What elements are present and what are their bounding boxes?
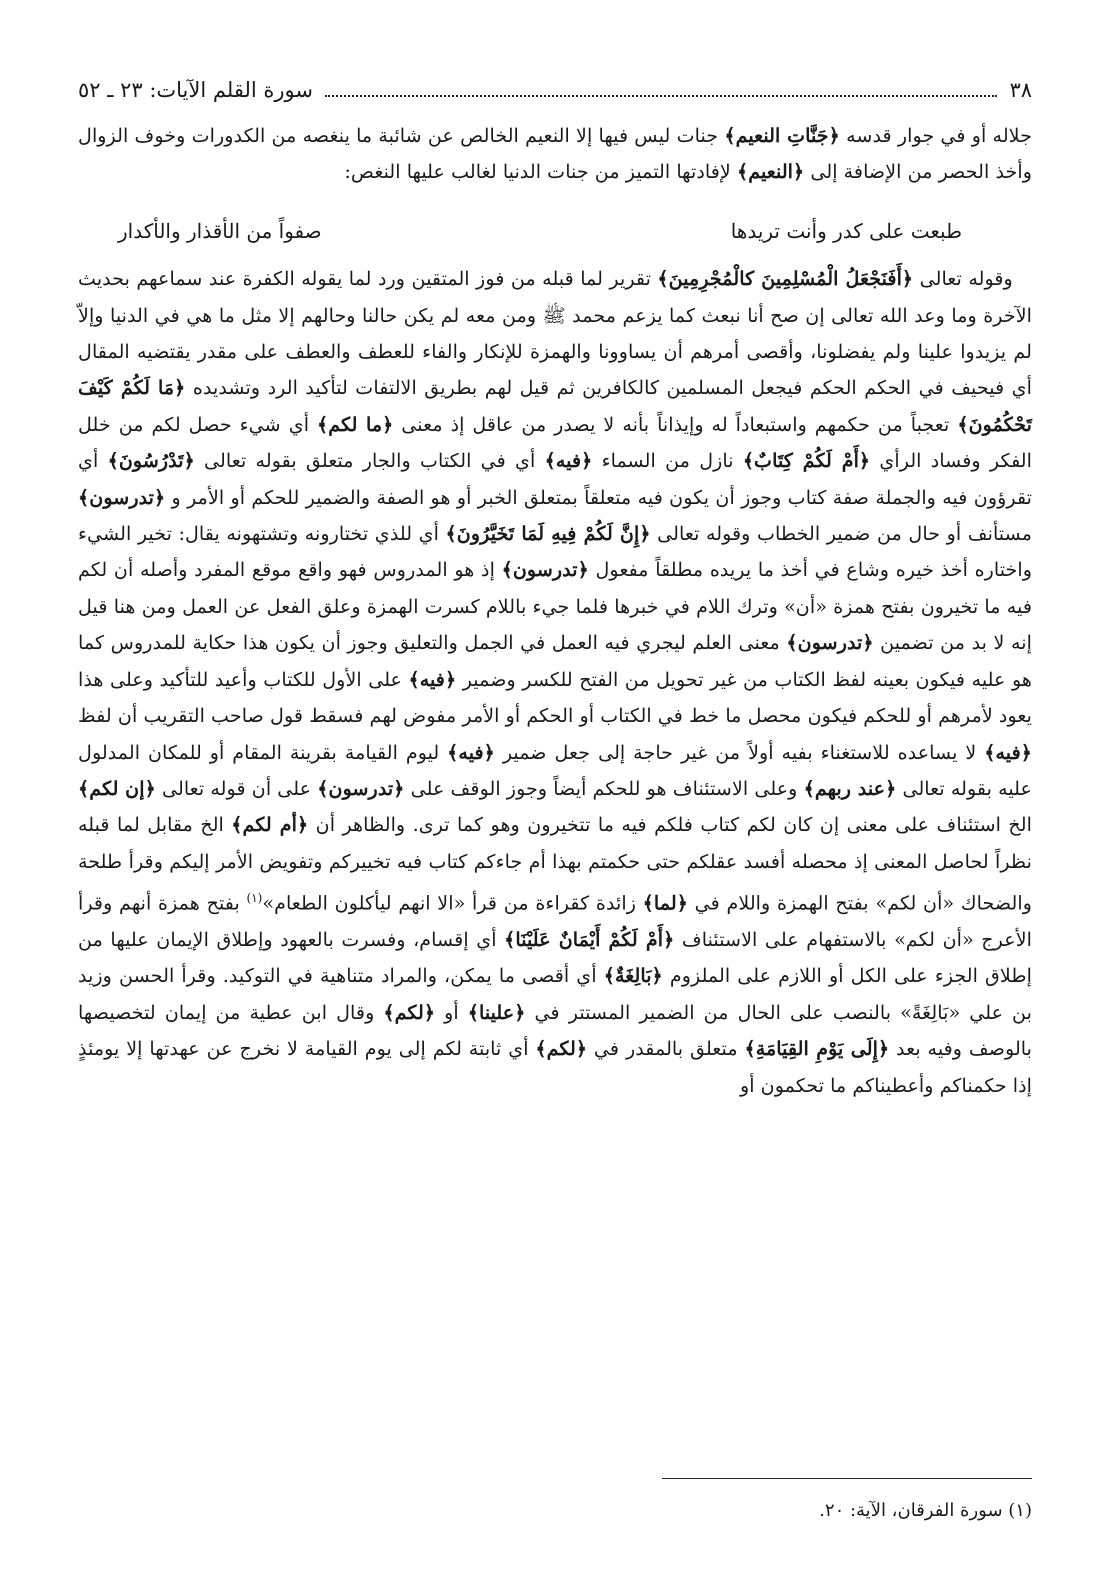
- poetry-verse: [118, 213, 962, 249]
- paragraph: [78, 118, 1032, 191]
- text-run: جلاله أو في جوار قدسه: [839, 124, 1032, 147]
- quran-quote: ﴿إِلَى يَوْمِ القِيَامَةِ﴾: [744, 1037, 890, 1061]
- text-run: الخ مقابل لما قبله نظراً لحاصل المعنى إذ محصله أفسد عقلكم حتى حكمتم بهذا أم جاءكم كتاب فيه تخييركم وتفويض الأمر إليكم وقرأ طلحة والضحاك «أن لكم» بفتح الهمزة واللام في: [78, 813, 1033, 915]
- quran-quote: ﴿جَنَّاتِ النعيم﴾: [724, 124, 840, 147]
- quran-quote: ﴿مَا لَكُمْ كَيْفَ تَحْكُمُونَ﴾: [78, 376, 1032, 436]
- text-run: أي شيء حصل لكم من خلل الفكر وفساد الرأي: [78, 412, 1032, 473]
- quran-quote: ﴿ما لكم﴾: [317, 412, 394, 436]
- text-run: إذ هو المدروس فهو واقع موقع المفرد وأصله أن لكم فيه ما تخيرون بفتح همزة «أن» وترك اللام في خبرها فلما جيء باللام كسرت الهمزة وعلق الفعل عن العمل ومن هنا قيل إنه لا بد من تضمين: [78, 558, 1032, 655]
- quran-quote: ﴿إِنَّ لَكُمْ فِيهِ لَمَا تَخَيَّرُونَ﴾: [445, 522, 651, 546]
- quran-quote: ﴿لكم﴾: [383, 1000, 436, 1024]
- text-run: أي إقسام، وفسرت بالعهود وإطلاق الإيمان عليها من إطلاق الجزء على الكل أو اللازم على الملزوم: [78, 927, 1032, 988]
- quran-quote: ﴿فيه﴾: [544, 449, 593, 473]
- text-run: على أن قوله تعالى: [155, 776, 318, 800]
- quran-quote: ﴿إن لكم﴾: [78, 776, 156, 800]
- quran-quote: ﴿تدرسون﴾: [317, 776, 405, 800]
- page-number: ٣٨: [1009, 78, 1032, 102]
- quran-quote: ﴿فيه﴾: [984, 740, 1033, 764]
- quran-quote: ﴿عند ربهم﴾: [803, 776, 897, 800]
- text-run: لا يساعده للاستغناء بفيه أولاً من غير حاجة إلى جعل ضمير: [494, 740, 985, 764]
- text-run: أي أقصى ما يمكن، والمراد متناهية في التوكيد. وقرأ الحسن وزيد بن علي «بَالِغَةً» بالنصب على الحال من الضمير المستتر في: [78, 964, 1033, 1024]
- quran-quote: ﴿تَدْرُسُونَ﴾: [107, 449, 195, 473]
- quran-quote: ﴿أم لكم﴾: [231, 813, 309, 837]
- text-run: أي ثابتة لكم إلى يوم القيامة لا نخرج عن عهدتها إلا يومئذٍ إذا حكمناكم وأعطيناكم ما تحكمون أو: [78, 1037, 1032, 1097]
- text-run: ليوم القيامة بقرينة المقام أو للمكان المدلول عليه بقوله تعالى: [78, 740, 1032, 800]
- text-run: وقوله تعالى: [913, 267, 1013, 291]
- quran-quote: ﴿أَمْ لَكُمْ كِتَابٌ﴾: [742, 449, 871, 473]
- text-run: نازل من السماء: [592, 449, 743, 473]
- footnote-reference[interactable]: (١): [246, 891, 263, 906]
- paragraph: [78, 261, 1032, 1104]
- verse-second-hemistich: صفواً من الأقذار والأكدار: [118, 218, 322, 243]
- quran-quote: ﴿تدرسون﴾: [78, 485, 166, 509]
- text-run: أي للذي تختارونه وتشتهونه يقال: تخير الشيء واختاره أخذ خيره وشاع في أخذ ما يريده مطلقاً مفعول: [78, 522, 1033, 582]
- running-header: [78, 78, 1032, 118]
- text-run: أي في الكتاب والجار متعلق بقوله تعالى: [194, 449, 545, 473]
- text-run: بفتح همزة أنهم وقرأ الأعرج «أن لكم» بالاستفهام على الاستئناف: [78, 891, 1032, 951]
- quran-quote: ﴿أَفَنَجْعَلُ الْمُسْلِمِينَ كالْمُجْرِمِينَ﴾: [657, 267, 914, 291]
- quran-quote: ﴿فيه﴾: [408, 667, 457, 691]
- text-run: أو: [435, 1000, 468, 1024]
- quran-quote: ﴿تدرسون﴾: [786, 631, 874, 655]
- text-run: تقرير لما قبله من فوز المتقين ورد لما يقوله الكفرة عند سماعهم بحديث الآخرة وما وعد الله تعالى إن صح أنا نبعث كما يزعم محمد ﷺ ومن معه لم يكن حالنا وحالهم إلا مثل ما هي في الدنيا وإلاّ لم يزيدوا علينا ولم يفضلونا، وأقصى أمرهم أن يساوونا والهمزة للإنكار والفاء للعطف والعطف على مقدر يقتضيه المقال أي فيحيف في الحكم الحكم فيجعل المسلمين كالكافرين ثم قيل لهم بطريق الالتفات لتأكيد الرد وتشديده: [78, 267, 1032, 400]
- text-run: مستأنف أو حال من ضمير الخطاب وقوله تعالى: [650, 522, 1032, 546]
- text-run: زائدة كقراءة من قرأ «الا انهم ليأكلون الطعام»: [262, 891, 643, 915]
- text-run: تعجباً من حكمهم واستبعاداً له وإيذاناً بأنه لا يصدر من عاقل إذ معنى: [393, 412, 958, 436]
- quran-quote: ﴿بَالِغَةٌ﴾: [603, 964, 663, 988]
- page: [78, 78, 1032, 1570]
- text-run: لإفادتها التميز من جنات الدنيا لغالب عليها النغص:: [344, 160, 737, 184]
- footnote: (١) سورة الفرقان، الآية: ٢٠.: [819, 1500, 1032, 1521]
- header-dot-leader: [325, 95, 998, 97]
- text-run: وعلى الاستئناف هو للحكم أيضاً وجوز الوقف على: [404, 776, 804, 800]
- quran-quote: ﴿أَمْ لَكُمْ أَيْمَانٌ عَلَيْنَا﴾: [504, 927, 675, 951]
- main-text: [78, 118, 1032, 1104]
- quran-quote: ﴿تدرسون﴾: [501, 558, 589, 582]
- text-run: وقال ابن عطية من إيمان لتخصيصها بالوصف وفيه بعد: [78, 1000, 1032, 1061]
- text-run: الخ استئناف على معنى إن كان لكم كتاب فلكم فيه ما تتخيرون وهو كما ترى. والظاهر أن: [308, 813, 1032, 837]
- quran-quote: ﴿لكم﴾: [535, 1037, 588, 1061]
- surah-title: سورة القلم الآيات: ٢٣ ـ ٥٢: [78, 78, 313, 102]
- text-run: أي تقرؤون فيه والجملة صفة كتاب وجوز أن يكون فيه متعلقاً بمتعلق الخبر أو هو الصفة والضمير للحكم أو الأمر و: [78, 449, 1032, 509]
- quran-quote: ﴿علينا﴾: [467, 1000, 526, 1024]
- text-run: معنى العلم ليجري فيه العمل في الجمل والتعليق وجوز أن يكون هذا حكاية للمدروس كما هو عليه فيكون بعينه لفظ الكتاب من غير تحويل من الفتح للكسر وضمير: [78, 631, 1032, 691]
- quran-quote: ﴿النعيم﴾: [736, 160, 805, 184]
- text-run: على الأول للكتاب وأعيد للتأكيد وعلى هذا يعود لأمرهم أو للحكم فيكون محصل ما خط في الكتاب أو الحكم أو الأمر مفوض لهم فسقط قول صاحب التقريب أن لفظ: [78, 667, 1032, 728]
- quran-quote: ﴿فيه﴾: [447, 740, 495, 764]
- text-run: جنات ليس فيها إلا النعيم الخالص عن شائبة ما ينغصه من الكدورات وخوف الزوال وأخذ الحصر من الإضافة إلى: [78, 124, 1032, 184]
- verse-first-hemistich: طبعت على كدر وأنت تريدها: [730, 218, 962, 243]
- text-run: متعلق بالمقدر في: [587, 1037, 745, 1061]
- footnote-divider: [662, 1478, 1032, 1479]
- quran-quote: ﴿لما﴾: [642, 891, 688, 915]
